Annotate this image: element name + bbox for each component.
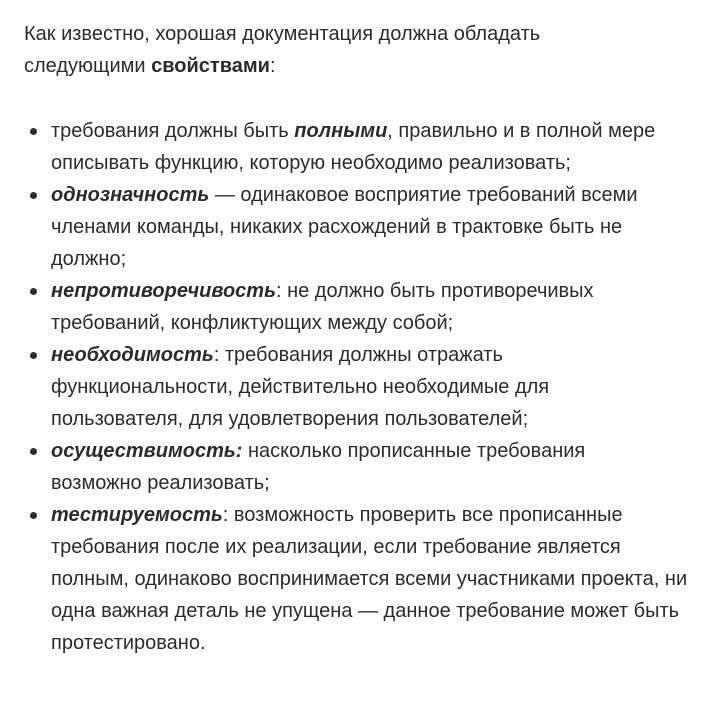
item-text-before: требования должны быть — [51, 120, 295, 142]
list-item-necessity — [24, 339, 626, 435]
item-text-after: : возможность проверить все прописанные требования после их реализации, если требование является полным, одинаково воспринимается всеми участниками проекта, ни одна важная деталь не упущена — данное требование может быть протестировано. — [51, 504, 688, 654]
properties-list — [24, 115, 701, 659]
bullet-icon — [30, 192, 37, 199]
list-item-completeness — [24, 115, 671, 179]
item-text-after: : требования должны отражать функциональности, действительно необходимые для пользователя, для удовлетворения пользователей; — [51, 344, 550, 430]
bullet-icon — [30, 448, 37, 455]
item-term: однозначность — [51, 184, 210, 206]
item-term: тестируемость — [51, 504, 223, 526]
intro-colon: : — [269, 55, 276, 77]
intro-bold-term: свойствами — [151, 55, 270, 77]
list-item-feasibility — [24, 435, 661, 499]
item-term: непротиворечивость — [51, 280, 276, 302]
bullet-icon — [30, 128, 37, 135]
list-item-unambiguity — [24, 179, 661, 275]
item-term: полными — [294, 120, 388, 142]
bullet-icon — [30, 512, 37, 519]
item-text-after: насколько прописанные требования возможно реализовать; — [51, 440, 586, 494]
list-item-consistency — [24, 275, 651, 339]
item-text-after: , правильно и в полной мере описывать функцию, которую необходимо реализовать; — [51, 120, 656, 174]
intro-text: Как известно, хорошая документация должна обладать следующими — [24, 23, 541, 77]
bullet-icon — [30, 352, 37, 359]
bullet-icon — [30, 288, 37, 295]
intro-paragraph — [24, 18, 664, 82]
item-term: осуществимость: — [51, 440, 243, 462]
item-text-after: : не должно быть противоречивых требований, конфликтующих между собой; — [51, 280, 594, 334]
item-text-after: — одинаковое восприятие требований всеми членами команды, никаких расхождений в трактовке быть не должно; — [51, 184, 638, 270]
item-term: необходимость — [51, 344, 214, 366]
list-item-testability — [24, 499, 696, 659]
